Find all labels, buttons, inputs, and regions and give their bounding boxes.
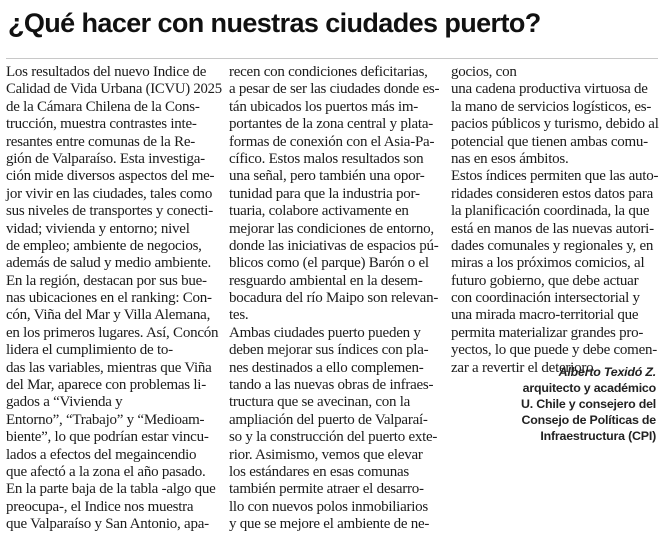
article-text-line: una señal, pero también una opor- xyxy=(229,168,425,185)
article-text-line: de empleo; ambiente de negocios, xyxy=(6,237,202,254)
article-text-line: En la región, destacan por sus bue- xyxy=(6,272,207,289)
article-text-line: yectos, lo que puede y debe comen- xyxy=(451,342,658,359)
author-title-line: Infraestructura (CPI) xyxy=(540,429,656,443)
article-text-line: lados a efectos del megaincendio xyxy=(6,446,197,463)
article-text-line: jor vivir en las ciudades, tales como xyxy=(6,185,213,202)
article-text-line: gión de Valparaíso. Esta investiga- xyxy=(6,150,205,167)
article-text-line: la planificación coordinada, la que xyxy=(451,203,650,220)
article-text-line: miras a los próximos comicios, al xyxy=(451,255,645,272)
article-text-line: vidad; vivienda y entorno; nivel xyxy=(6,220,190,237)
author-title-line: arquitecto y académico xyxy=(522,381,656,395)
article-text-line: en los primeros lugares. Así, Concón xyxy=(6,324,219,341)
article-text-line: del Mar, aparece con problemas li- xyxy=(6,377,206,394)
article-text-line: gocios, con xyxy=(451,64,517,80)
article-text-line: tando a las nuevas obras de infraes- xyxy=(229,377,434,394)
article-text-line: cón, Viña del Mar y Villa Alemana, xyxy=(6,307,211,324)
article-column-2 xyxy=(229,64,446,534)
article-text-line: potencial que tienen ambas comu- xyxy=(451,133,648,150)
article-text-line: En la parte baja de la tabla -algo que xyxy=(6,481,216,498)
article-text-line: sus niveles de transportes y conecti- xyxy=(6,203,213,220)
article-text-line: preocupa-, el Indice nos muestra xyxy=(6,498,194,515)
author-name: Alberto Texidó Z. xyxy=(558,365,656,379)
article-text-line: tán ubicados los puertos más im- xyxy=(229,98,419,115)
article-text-line: biente”, lo que podrían estar vincu- xyxy=(6,429,209,446)
article-text-line: mejorar las condiciones de entorno, xyxy=(229,220,434,237)
article-column-1 xyxy=(6,64,222,534)
article-text-line: con coordinación intersectorial y xyxy=(451,290,640,307)
article-text-line: tunidad para que la industria por- xyxy=(229,185,420,202)
article-text-line: Estos índices permiten que las auto- xyxy=(451,168,659,185)
author-title-line: U. Chile y consejero del xyxy=(521,397,656,411)
headline: ¿Qué hacer con nuestras ciudades puerto? xyxy=(8,8,541,38)
article-text-line: blicos como (el parque) Barón o el xyxy=(229,255,429,272)
article-text-line: trucción, muestra contrastes inte- xyxy=(6,116,197,133)
article-text-line: nas ubicaciones en el ranking: Con- xyxy=(6,290,212,307)
article-text-line: también permite atraer el desarro- xyxy=(229,481,424,498)
article-text-line: das las variables, mientras que Viña xyxy=(6,359,212,376)
headline-divider xyxy=(6,58,658,59)
article-text-line: que afectó a la zona el año pasado. xyxy=(6,463,206,480)
article-text-line: llo con nuevos polos inmobiliarios xyxy=(229,498,428,515)
article-text-line: cífico. Estos malos resultados son xyxy=(229,150,424,167)
article-text-line: gados a “Vivienda y xyxy=(6,394,123,411)
author-title-line: Consejo de Políticas de xyxy=(521,413,656,427)
article-text-line: formas de conexión con el Asia-Pa- xyxy=(229,133,435,150)
article-text-line: está en manos de las nuevas autori- xyxy=(451,220,654,237)
article-text-line: recen con condiciones deficitarias, xyxy=(229,64,428,80)
article-text-line: dades comunales y regionales y, en xyxy=(451,237,654,254)
article-text-line: nes destinados a ello complemen- xyxy=(229,359,424,376)
article-text-line: ción mide diversos aspectos del me- xyxy=(6,168,215,185)
article-text-line: de la Cámara Chilena de la Cons- xyxy=(6,98,200,115)
article-column-3 xyxy=(451,64,661,377)
article-text-line: rior. Asimismo, vemos que elevar xyxy=(229,446,423,463)
article-text-line: ridades consideren estos datos para xyxy=(451,185,654,202)
article-text-line: la mano de servicios logísticos, es- xyxy=(451,98,652,115)
article-text-line: pacios públicos y turismo, debido al xyxy=(451,116,659,133)
article-text-line: los estándares en esas comunas xyxy=(229,463,409,480)
article-text-line: Calidad de Vida Urbana (ICVU) 2025 xyxy=(6,81,222,98)
article-text-line: resguardo ambiental en la desem- xyxy=(229,272,423,289)
article-text-line: nas en esos ámbitos. xyxy=(451,150,569,167)
article-text-line: además de salud y medio ambiente. xyxy=(6,255,212,272)
article-text-line: tructura que se avecinan, con la xyxy=(229,394,411,411)
article-text-line: resantes entre comunas de la Re- xyxy=(6,133,195,150)
article-text-line: a pesar de ser las ciudades donde es- xyxy=(229,81,440,98)
article-text-line: que Valparaíso y San Antonio, apa- xyxy=(6,516,209,533)
article-text-line: lidera el cumplimiento de to- xyxy=(6,342,173,359)
article-text-line: deben mejorar sus índices con pla- xyxy=(229,342,429,359)
article-text-line: permita materializar grandes pro- xyxy=(451,324,644,341)
author-signature xyxy=(451,364,656,444)
article-text-line: tuaria, colabore activamente en xyxy=(229,203,409,220)
article-text-line: donde las iniciativas de espacios pú- xyxy=(229,237,439,254)
article-text-line: portantes de la zona central y plata- xyxy=(229,116,433,133)
article-text-line: una mirada macro-territorial que xyxy=(451,307,639,324)
article-text-line: so y la construcción del puerto exte- xyxy=(229,429,438,446)
article-text-line: tes. xyxy=(229,307,249,324)
article-text-line: una cadena productiva virtuosa de xyxy=(451,81,648,98)
article-text-line: bocadura del río Maipo son relevan- xyxy=(229,290,439,307)
article-text-line: ampliación del puerto de Valparaí- xyxy=(229,411,428,428)
article-text-line: zar a revertir el deterioro. xyxy=(451,359,597,376)
article-text-line: Entorno”, “Trabajo” y “Medioam- xyxy=(6,411,205,428)
article-text-line: y que se mejore el ambiente de ne- xyxy=(229,516,430,533)
article-text-line: Ambas ciudades puerto pueden y xyxy=(229,324,421,341)
article-text-line: futuro gobierno, que debe actuar xyxy=(451,272,639,289)
article-text-line: Los resultados del nuevo Indice de xyxy=(6,64,207,80)
